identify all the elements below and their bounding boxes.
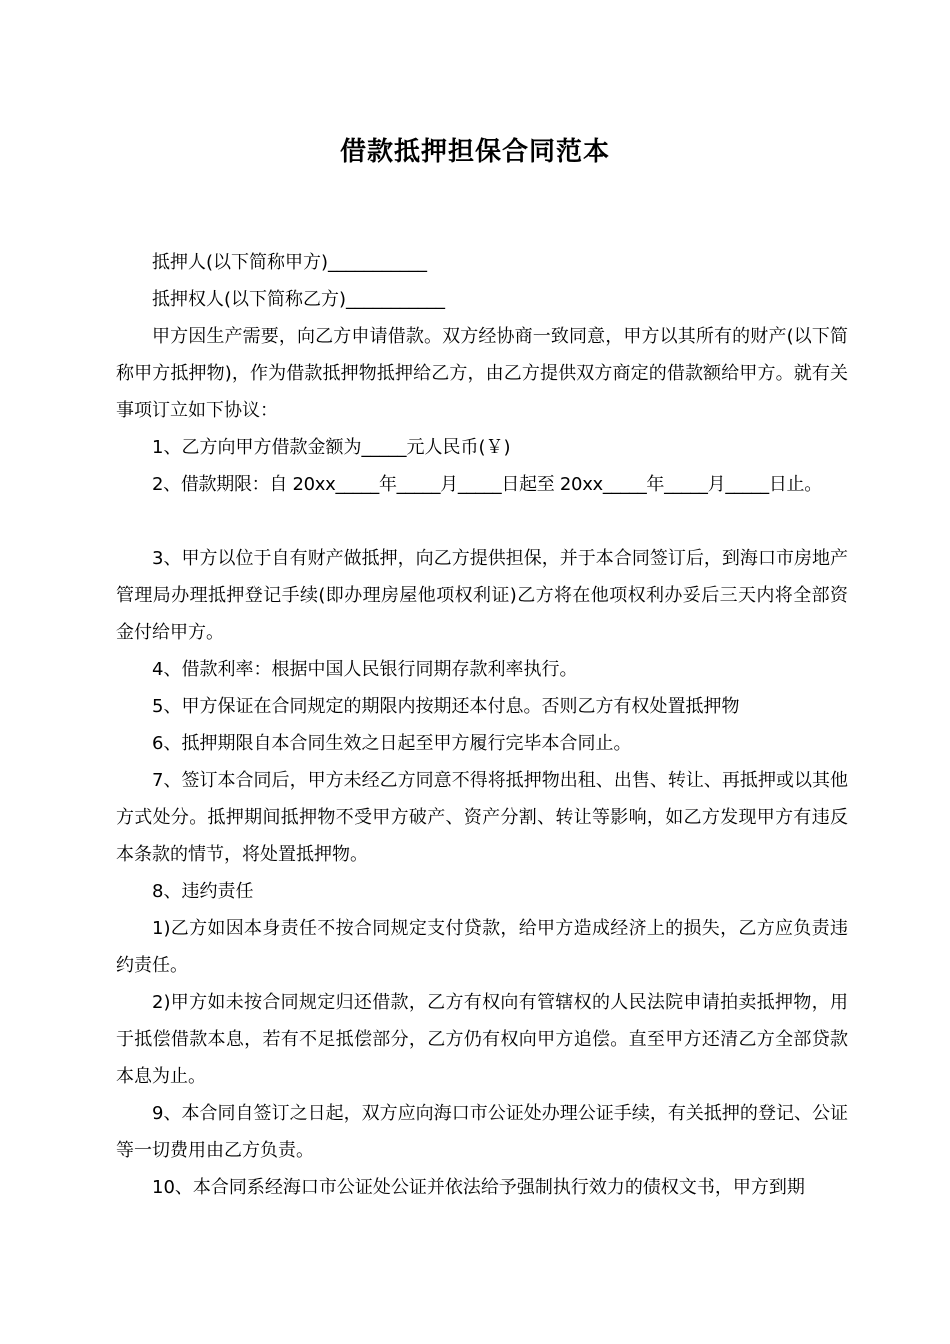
clause-5: 5、甲方保证在合同规定的期限内按期还本付息。否则乙方有权处置抵押物	[152, 696, 740, 717]
document-body	[116, 244, 848, 1206]
clause-1: 1、乙方向甲方借款金额为_____元人民币(￥)	[152, 437, 511, 458]
document-title: 借款抵押担保合同范本	[339, 137, 610, 167]
clause-6: 6、抵押期限自本合同生效之日起至甲方履行完毕本合同止。	[152, 733, 632, 754]
mortgagee-line: 抵押权人(以下简称乙方)___________	[152, 289, 446, 310]
clause-9: 9、本合同自签订之日起，双方应向海口市公证处办理公证手续，有关抵押的登记、公证等一切费用由乙方负责。	[116, 1103, 848, 1161]
clause-8-item-2: 2)甲方如未按合同规定归还借款，乙方有权向有管辖权的人民法院申请拍卖抵押物，用于抵偿借款本息，若有不足抵偿部分，乙方仍有权向甲方追偿。直至甲方还清乙方全部贷款本息为止。	[116, 992, 848, 1087]
clause-7: 7、签订本合同后，甲方未经乙方同意不得将抵押物出租、出售、转让、再抵押或以其他方式处分。抵押期间抵押物不受甲方破产、资产分割、转让等影响，如乙方发现甲方有违反本条款的情节，将处置抵押物。	[116, 770, 848, 865]
clause-4: 4、借款利率：根据中国人民银行同期存款利率执行。	[152, 659, 578, 680]
clause-8-item-1: 1)乙方如因本身责任不按合同规定支付贷款，给甲方造成经济上的损失，乙方应负责违约责任。	[116, 918, 848, 976]
blank-line	[116, 503, 848, 540]
clause-10: 10、本合同系经海口市公证处公证并依法给予强制执行效力的债权文书，甲方到期	[152, 1177, 805, 1198]
clause-2: 2、借款期限：自 20xx_____年_____月_____日起至 20xx_____年_____月_____日止。	[152, 474, 822, 495]
clause-3: 3、甲方以位于自有财产做抵押，向乙方提供担保，并于本合同签订后，到海口市房地产管理局办理抵押登记手续(即办理房屋他项权利证)乙方将在他项权利办妥后三天内将全部资金付给甲方。	[116, 548, 848, 643]
clause-8-heading: 8、违约责任	[152, 881, 254, 902]
preamble-paragraph: 甲方因生产需要，向乙方申请借款。双方经协商一致同意，甲方以其所有的财产(以下简称甲方抵押物)，作为借款抵押物抵押给乙方，由乙方提供双方商定的借款额给甲方。就有关事项订立如下协议：	[116, 326, 848, 421]
mortgagor-line: 抵押人(以下简称甲方)___________	[152, 252, 428, 273]
